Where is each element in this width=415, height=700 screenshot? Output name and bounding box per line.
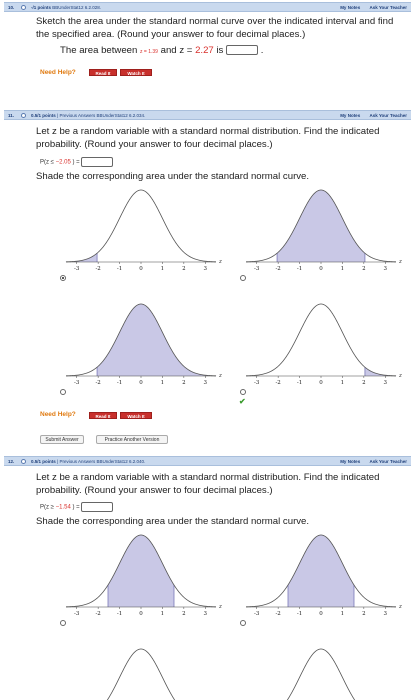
q12-plot-option-1[interactable] <box>66 529 222 624</box>
q10-answer-input[interactable] <box>226 45 258 55</box>
q12-radio-option-2[interactable] <box>240 620 246 626</box>
q11-prob-value: −2.05 <box>55 159 71 166</box>
shaded-region <box>288 535 354 607</box>
q12-radio-option-1[interactable] <box>60 620 66 626</box>
tick-label: -1 <box>296 266 303 272</box>
tick-label: -1 <box>296 611 303 617</box>
shaded-region <box>277 190 365 262</box>
shaded-region <box>108 535 174 607</box>
q10-and-text: and <box>160 45 177 56</box>
tick-label: 2 <box>182 611 186 617</box>
tick-label: -3 <box>74 611 80 617</box>
q11-radio-option-2[interactable] <box>240 275 246 281</box>
q11-number: 11. <box>8 113 15 118</box>
shaded-region <box>97 304 216 376</box>
q11-points: 0.5/1 points <box>31 113 56 118</box>
tick-label: 1 <box>340 380 345 386</box>
tick-label: -2 <box>275 611 281 617</box>
axis-variable-label: z <box>399 373 402 379</box>
tick-label: -1 <box>116 380 123 386</box>
tick-label: -3 <box>74 266 80 272</box>
tick-label: 2 <box>182 380 186 386</box>
tick-label: 0 <box>319 380 323 386</box>
tick-label: 3 <box>203 380 208 386</box>
q12-id: BBUnderStat12 6.2.040. <box>96 459 146 464</box>
normal-curve <box>66 190 216 262</box>
tick-label: -2 <box>95 266 101 272</box>
tick-label: -3 <box>254 611 260 617</box>
q11-radio-option-4[interactable] <box>240 389 246 395</box>
tick-label: 2 <box>362 380 366 386</box>
q11-links <box>332 111 407 120</box>
q12-meta <box>31 457 145 466</box>
q11-previous-answers-link[interactable]: | Previous Answers <box>57 113 96 118</box>
q11-practice-another-button[interactable]: Practice Another Version <box>96 435 168 444</box>
q12-ask-teacher-link[interactable]: Ask Your Teacher <box>369 459 407 464</box>
tick-label: -2 <box>95 611 101 617</box>
tick-label: -1 <box>296 380 303 386</box>
tick-label: 2 <box>182 266 186 272</box>
q11-prob-lhs: P(z ≤ <box>40 159 54 166</box>
q10-z2-value: 2.27 <box>195 45 214 56</box>
q12-prompt: Let z be a random variable with a standard normal distribution. Find the indicated probability. (Round your answer to four decimal places.) <box>36 472 380 496</box>
q11-prob-rhs: ) = <box>72 159 80 166</box>
q12-prob-value: −1.54 <box>55 504 71 511</box>
q11-status-icon <box>21 113 26 118</box>
tick-label: 0 <box>139 380 143 386</box>
q11-watch-it-button[interactable]: Watch It <box>120 412 152 419</box>
q11-plot-option-4[interactable] <box>246 298 402 393</box>
tick-label: 3 <box>383 266 388 272</box>
q10-meta <box>31 3 101 12</box>
q11-plot-option-2[interactable] <box>246 184 402 279</box>
q10-number: 10. <box>8 5 15 10</box>
tick-label: 0 <box>139 611 143 617</box>
q10-area-line <box>60 44 263 59</box>
q12-header-bar <box>4 456 411 466</box>
q10-ask-teacher-link[interactable]: Ask Your Teacher <box>369 5 407 10</box>
q12-previous-answers-link[interactable]: | Previous Answers <box>57 459 96 464</box>
tick-label: 2 <box>362 266 366 272</box>
tick-label: 3 <box>203 611 208 617</box>
tick-label: -2 <box>275 266 281 272</box>
normal-curve <box>246 304 396 376</box>
tick-label: 1 <box>160 266 165 272</box>
q12-number: 12. <box>8 459 15 464</box>
tick-label: -2 <box>275 380 281 386</box>
axis-variable-label: z <box>219 604 222 610</box>
tick-label: -1 <box>116 266 123 272</box>
tick-label: 0 <box>139 266 143 272</box>
q11-radio-option-1[interactable] <box>60 275 66 281</box>
tick-label: -1 <box>116 611 123 617</box>
tick-label: 3 <box>203 266 208 272</box>
q12-plot-option-2[interactable] <box>246 529 402 624</box>
q10-watch-it-button[interactable]: Watch It <box>120 69 152 76</box>
axis-variable-label: z <box>219 373 222 379</box>
tick-label: 1 <box>340 611 345 617</box>
axis-variable-label: z <box>399 259 402 265</box>
q12-links <box>332 457 407 466</box>
q12-answer-input[interactable] <box>81 502 113 512</box>
q11-plot-option-3[interactable] <box>66 298 222 393</box>
q11-header-bar <box>4 110 411 120</box>
normal-curve <box>66 649 216 700</box>
q10-id: BBUnderStat12 6.2.028. <box>52 5 102 10</box>
q11-radio-option-3[interactable] <box>60 389 66 395</box>
q10-my-notes-link[interactable]: My Notes <box>340 5 361 10</box>
q11-submit-answer-button[interactable]: Submit Answer <box>40 435 84 444</box>
q11-need-help: Need Help? <box>40 411 76 418</box>
q10-z1: z = 1.39 <box>140 49 158 55</box>
q12-prob-rhs: ) = <box>72 504 80 511</box>
q12-my-notes-link[interactable]: My Notes <box>340 459 361 464</box>
normal-curve <box>246 649 396 700</box>
q10-links <box>332 3 407 12</box>
q10-period: . <box>260 45 264 56</box>
tick-label: -3 <box>74 380 80 386</box>
tick-label: 1 <box>340 266 345 272</box>
q12-shade-instruction: Shade the corresponding area under the standard normal curve. <box>36 516 310 527</box>
tick-label: 3 <box>383 611 388 617</box>
tick-label: 3 <box>383 380 388 386</box>
axis-variable-label: z <box>219 259 222 265</box>
tick-label: -2 <box>95 380 101 386</box>
q12-plot-option-4[interactable] <box>246 643 396 700</box>
q11-ask-teacher-link[interactable]: Ask Your Teacher <box>369 113 407 118</box>
q10-z2-label: z = <box>179 45 193 56</box>
tick-label: 2 <box>362 611 366 617</box>
q11-id: BBUnderStat12 6.2.034. <box>96 113 146 118</box>
q12-probability-line <box>40 502 113 512</box>
q11-answer-input[interactable] <box>81 157 113 167</box>
q10-need-help: Need Help? <box>40 69 76 76</box>
q12-status-icon <box>21 459 26 464</box>
tick-label: 1 <box>160 611 165 617</box>
tick-label: -3 <box>254 266 260 272</box>
q10-is-text: is <box>216 45 224 56</box>
q11-my-notes-link[interactable]: My Notes <box>340 113 361 118</box>
q12-prob-lhs: P(z ≥ <box>40 504 54 511</box>
tick-label: 0 <box>319 611 323 617</box>
q10-status-icon <box>21 5 26 10</box>
tick-label: -3 <box>254 380 260 386</box>
q10-read-it-button[interactable]: Read It <box>89 69 117 76</box>
q10-header-bar <box>4 2 411 12</box>
q11-shade-instruction: Shade the corresponding area under the standard normal curve. <box>36 171 310 182</box>
tick-label: 1 <box>160 380 165 386</box>
q11-probability-line <box>40 157 113 167</box>
tick-label: 0 <box>319 266 323 272</box>
q11-prompt: Let z be a random variable with a standard normal distribution. Find the indicated probability. (Round your answer to four decimal places.) <box>36 126 380 150</box>
q10-prompt: Sketch the area under the standard normal curve over the indicated interval and find the specified area. (Round your answer to four decimal places.) <box>36 16 394 40</box>
axis-variable-label: z <box>399 604 402 610</box>
q10-between-text: The area between <box>60 45 138 56</box>
q11-plot-option-1[interactable] <box>66 184 222 279</box>
q11-meta <box>31 111 145 120</box>
q10-points: -/1 points <box>31 5 51 10</box>
q11-read-it-button[interactable]: Read It <box>89 412 117 419</box>
correct-check-icon: ✔ <box>239 397 246 406</box>
q12-plot-option-3[interactable] <box>66 643 216 700</box>
q12-points: 0.5/1 points <box>31 459 56 464</box>
